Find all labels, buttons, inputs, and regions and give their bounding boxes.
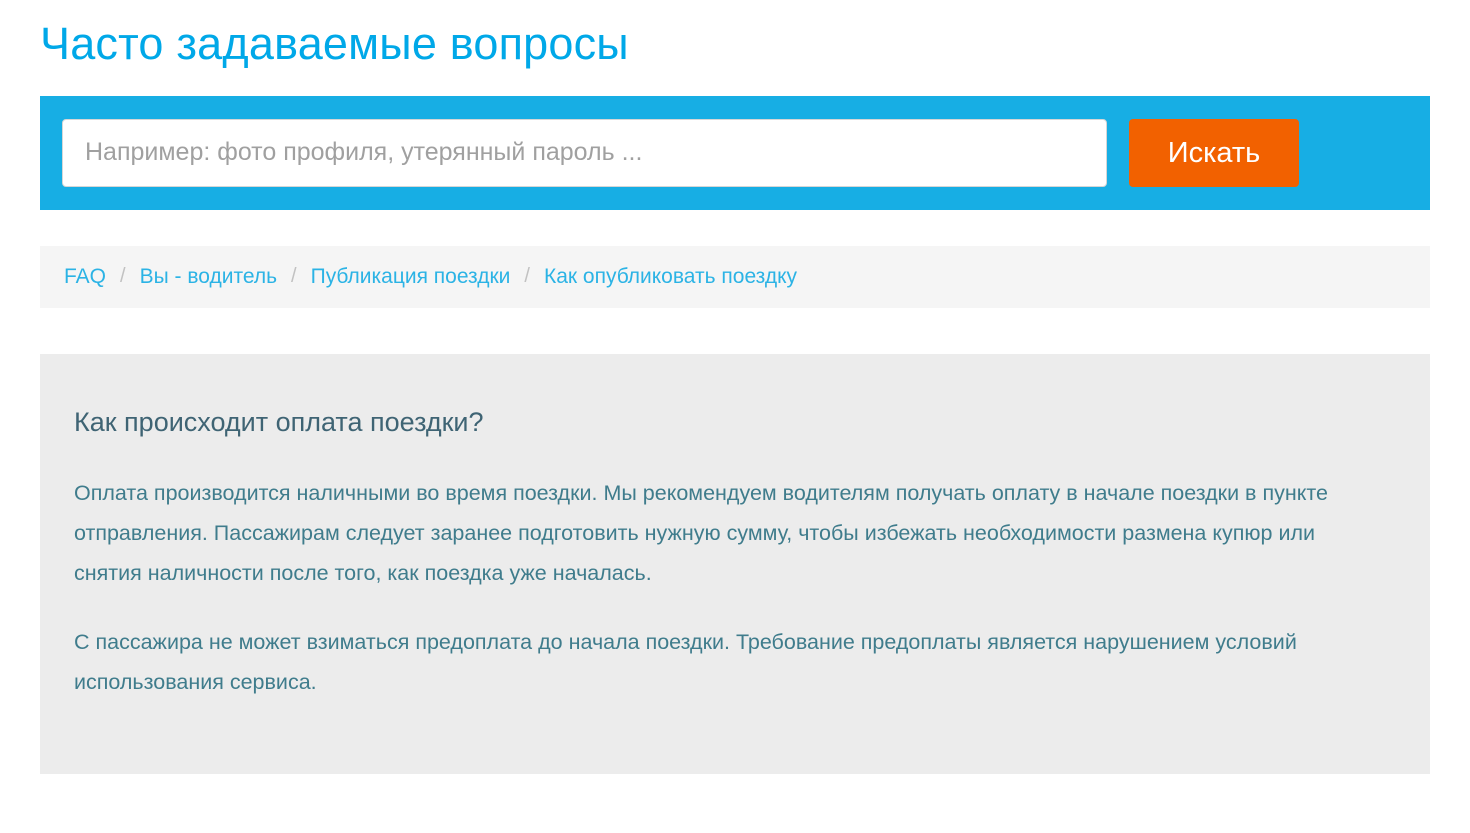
- breadcrumb-item-faq[interactable]: FAQ: [64, 264, 107, 288]
- page-title: Часто задаваемые вопросы: [40, 18, 629, 69]
- breadcrumb-separator: /: [120, 265, 126, 288]
- breadcrumb-item-how-to-publish[interactable]: Как опубликовать поездку: [543, 264, 798, 288]
- search-button[interactable]: Искать: [1129, 119, 1299, 187]
- breadcrumb-separator: /: [524, 265, 530, 288]
- breadcrumb-separator: /: [291, 265, 297, 288]
- answer-title: Как происходит оплата поездки?: [74, 406, 484, 437]
- breadcrumb: [40, 246, 1430, 308]
- answer-card: [40, 354, 1430, 774]
- answer-paragraph: Оплата производится наличными во время поездки. Мы рекомендуем водителям получать оплату в начале поездки в пункте отправления. Пассажирам следует заранее подготовить нужную сумму, чтобы избежать необходимости размена купюр или снятия наличности после того, как поездка уже началась.: [74, 481, 1328, 585]
- breadcrumb-item-publish-ride[interactable]: Публикация поездки: [310, 264, 511, 288]
- search-input[interactable]: [62, 119, 1107, 187]
- answer-paragraph: С пассажира не может взиматься предоплата до начала поездки. Требование предоплаты является нарушением условий использования сервиса.: [74, 630, 1297, 695]
- breadcrumb-item-driver[interactable]: Вы - водитель: [139, 264, 278, 288]
- search-bar: [40, 96, 1430, 210]
